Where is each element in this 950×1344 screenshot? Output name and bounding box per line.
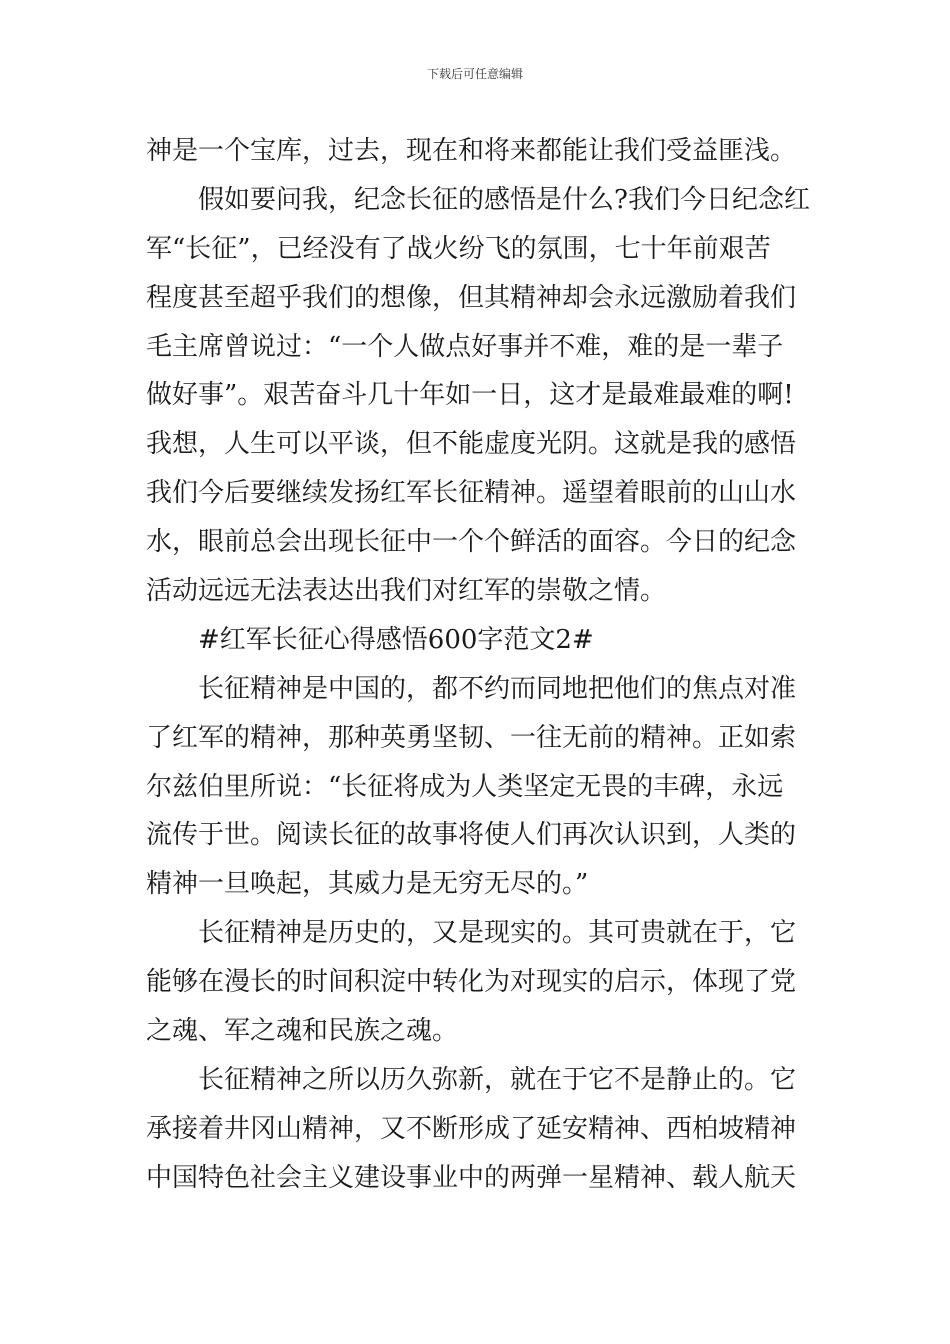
document-body xyxy=(146,127,810,1203)
text-line: 神是一个宝库，过去，现在和将来都能让我们受益匪浅。 xyxy=(146,136,797,166)
text-line: 我们今后要继续发扬红军长征精神。遥望着眼前的山山水 xyxy=(146,478,797,509)
text-line: 军“长征”，已经没有了战火纷飞的氛围，七十年前艰苦 xyxy=(146,233,771,264)
text-line: 我想，人生可以平谈，但不能虚度光阴。这就是我的感悟 xyxy=(146,429,797,460)
text-line: 水，眼前总会出现长征中一个个鲜活的面容。今日的纪念 xyxy=(146,527,797,558)
text-line: 假如要问我，纪念长征的感悟是什么?我们今日纪念红 xyxy=(198,184,810,215)
text-line: 了红军的精神，那种英勇坚韧、一往无前的精神。正如索 xyxy=(146,722,797,753)
section-heading: #红军长征心得感悟600字范文2# xyxy=(198,624,594,655)
text-line: 长征精神是中国的，都不约而同地把他们的焦点对准 xyxy=(198,673,797,704)
text-line: 能够在漫长的时间积淀中转化为对现实的启示，体现了党 xyxy=(146,967,797,998)
text-line: 长征精神是历史的，又是现实的。其可贵就在于，它 xyxy=(198,918,797,949)
text-line: 精神一旦唤起，其威力是无穷无尽的。” xyxy=(146,869,589,900)
text-line: 流传于世。阅读长征的故事将使人们再次认识到，人类的 xyxy=(146,820,797,851)
text-line: 程度甚至超乎我们的想像，但其精神却会永远激励着我们 xyxy=(146,282,797,313)
text-line: 长征精神之所以历久弥新，就在于它不是静止的。它 xyxy=(198,1064,797,1095)
text-line: 活动远远无法表达出我们对红军的崇敬之情。 xyxy=(146,576,667,607)
text-line: 做好事”。艰苦奋斗几十年如一日，这才是最难最难的啊! xyxy=(146,380,794,411)
text-line: 中国特色社会主义建设事业中的两弹一星精神、载人航天 xyxy=(146,1162,797,1193)
text-line: 之魂、军之魂和民族之魂。 xyxy=(146,1016,459,1047)
text-line: 承接着井冈山精神，又不断形成了延安精神、西柏坡精神 xyxy=(146,1113,797,1144)
text-line: 毛主席曾说过：“一个人做点好事并不难，难的是一辈子 xyxy=(146,331,784,362)
text-line: 尔兹伯里所说：“长征将成为人类坚定无畏的丰碑，永远 xyxy=(146,771,784,802)
page-header: 下载后可任意编辑 xyxy=(426,67,523,81)
